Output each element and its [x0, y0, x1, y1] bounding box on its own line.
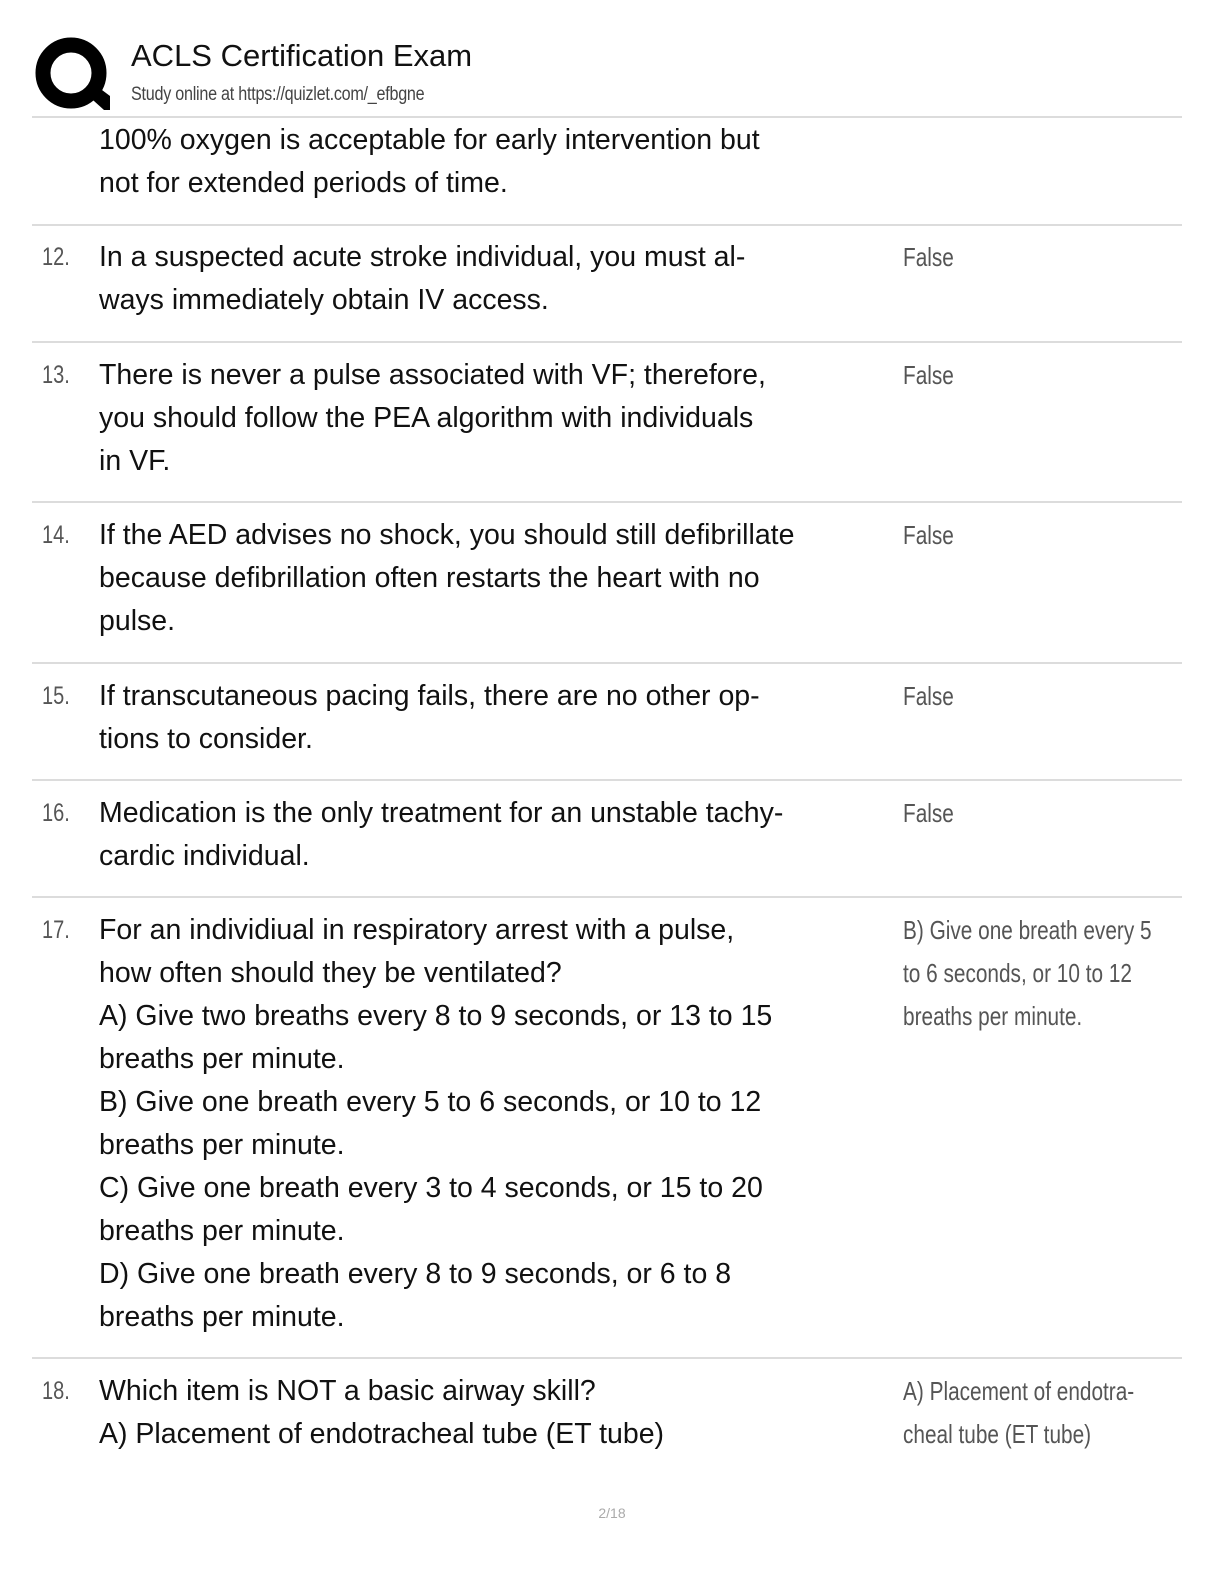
- question-number: 12.: [42, 243, 70, 271]
- answer-text: [903, 792, 954, 835]
- text-line: you should follow the PEA algorithm with individuals: [99, 402, 754, 434]
- question-text: [99, 909, 772, 1339]
- text-line: Which item is NOT a basic airway skill?: [99, 1375, 596, 1407]
- question-number: 13.: [42, 361, 70, 389]
- question-number: 15.: [42, 682, 70, 710]
- question-number: 17.: [42, 916, 70, 944]
- text-line: In a suspected acute stroke individual, you must al-: [99, 241, 746, 273]
- text-line: to 6 seconds, or 10 to 12: [903, 958, 1132, 988]
- text-line: ways immediately obtain IV access.: [99, 284, 549, 316]
- divider: [32, 501, 1182, 503]
- text-line: C) Give one breath every 3 to 4 seconds, or 15 to 20: [99, 1172, 763, 1204]
- text-line: B) Give one breath every 5: [903, 915, 1152, 945]
- answer-text: [903, 675, 954, 718]
- question-number: 18.: [42, 1377, 70, 1405]
- text-line: in VF.: [99, 445, 171, 477]
- text-line: A) Placement of endotra-: [903, 1376, 1135, 1406]
- answer-text: [903, 514, 954, 557]
- text-line: cheal tube (ET tube): [903, 1419, 1092, 1449]
- text-line: If the AED advises no shock, you should still defibrillate: [99, 519, 795, 551]
- text-line: A) Placement of endotracheal tube (ET tube): [99, 1418, 665, 1450]
- question-text: [99, 1370, 664, 1456]
- divider: [32, 662, 1182, 664]
- text-line: False: [903, 242, 954, 272]
- text-line: breaths per minute.: [99, 1043, 345, 1075]
- text-line: breaths per minute.: [99, 1215, 345, 1247]
- divider: [32, 779, 1182, 781]
- question-text: [99, 514, 794, 643]
- text-line: For an individiual in respiratory arrest with a pulse,: [99, 914, 735, 946]
- text-line: 100% oxygen is acceptable for early intervention but: [99, 124, 760, 156]
- text-line: False: [903, 798, 954, 828]
- text-line: There is never a pulse associated with VF; therefore,: [99, 359, 766, 391]
- text-line: D) Give one breath every 8 to 9 seconds, or 6 to 8: [99, 1258, 732, 1290]
- text-line: B) Give one breath every 5 to 6 seconds, or 10 to 12: [99, 1086, 762, 1118]
- divider: [32, 1357, 1182, 1359]
- question-text: [99, 354, 766, 483]
- question-number: 16.: [42, 799, 70, 827]
- text-line: breaths per minute.: [99, 1129, 345, 1161]
- text-line: A) Give two breaths every 8 to 9 seconds, or 13 to 15: [99, 1000, 773, 1032]
- question-text: [99, 792, 783, 878]
- text-line: False: [903, 360, 954, 390]
- text-line: If transcutaneous pacing fails, there are no other op-: [99, 680, 760, 712]
- answer-text: [903, 354, 954, 397]
- question-text: [99, 236, 745, 322]
- text-line: breaths per minute.: [99, 1301, 345, 1333]
- document-title: ACLS Certification Exam: [131, 38, 473, 73]
- text-line: breaths per minute.: [903, 1001, 1083, 1031]
- text-line: how often should they be ventilated?: [99, 957, 562, 989]
- divider: [32, 116, 1182, 118]
- text-line: False: [903, 681, 954, 711]
- page-number: 2/18: [598, 1505, 626, 1521]
- divider: [32, 341, 1182, 343]
- text-line: because defibrillation often restarts the heart with no: [99, 562, 760, 594]
- question-text: [99, 675, 760, 761]
- divider: [32, 224, 1182, 226]
- answer-text: [903, 1370, 1134, 1456]
- answer-text: [903, 909, 1152, 1038]
- quizlet-logo-icon: [34, 36, 110, 112]
- text-line: not for extended periods of time.: [99, 167, 508, 199]
- text-line: pulse.: [99, 605, 176, 637]
- text-line: Medication is the only treatment for an unstable tachy-: [99, 797, 784, 829]
- text-line: tions to consider.: [99, 723, 313, 755]
- text-line: cardic individual.: [99, 840, 310, 872]
- continuation-text: [99, 119, 760, 205]
- study-online-link[interactable]: Study online at https://quizlet.com/_efbgne: [131, 84, 425, 105]
- text-line: False: [903, 520, 954, 550]
- divider: [32, 896, 1182, 898]
- answer-text: [903, 236, 954, 279]
- question-number: 14.: [42, 521, 70, 549]
